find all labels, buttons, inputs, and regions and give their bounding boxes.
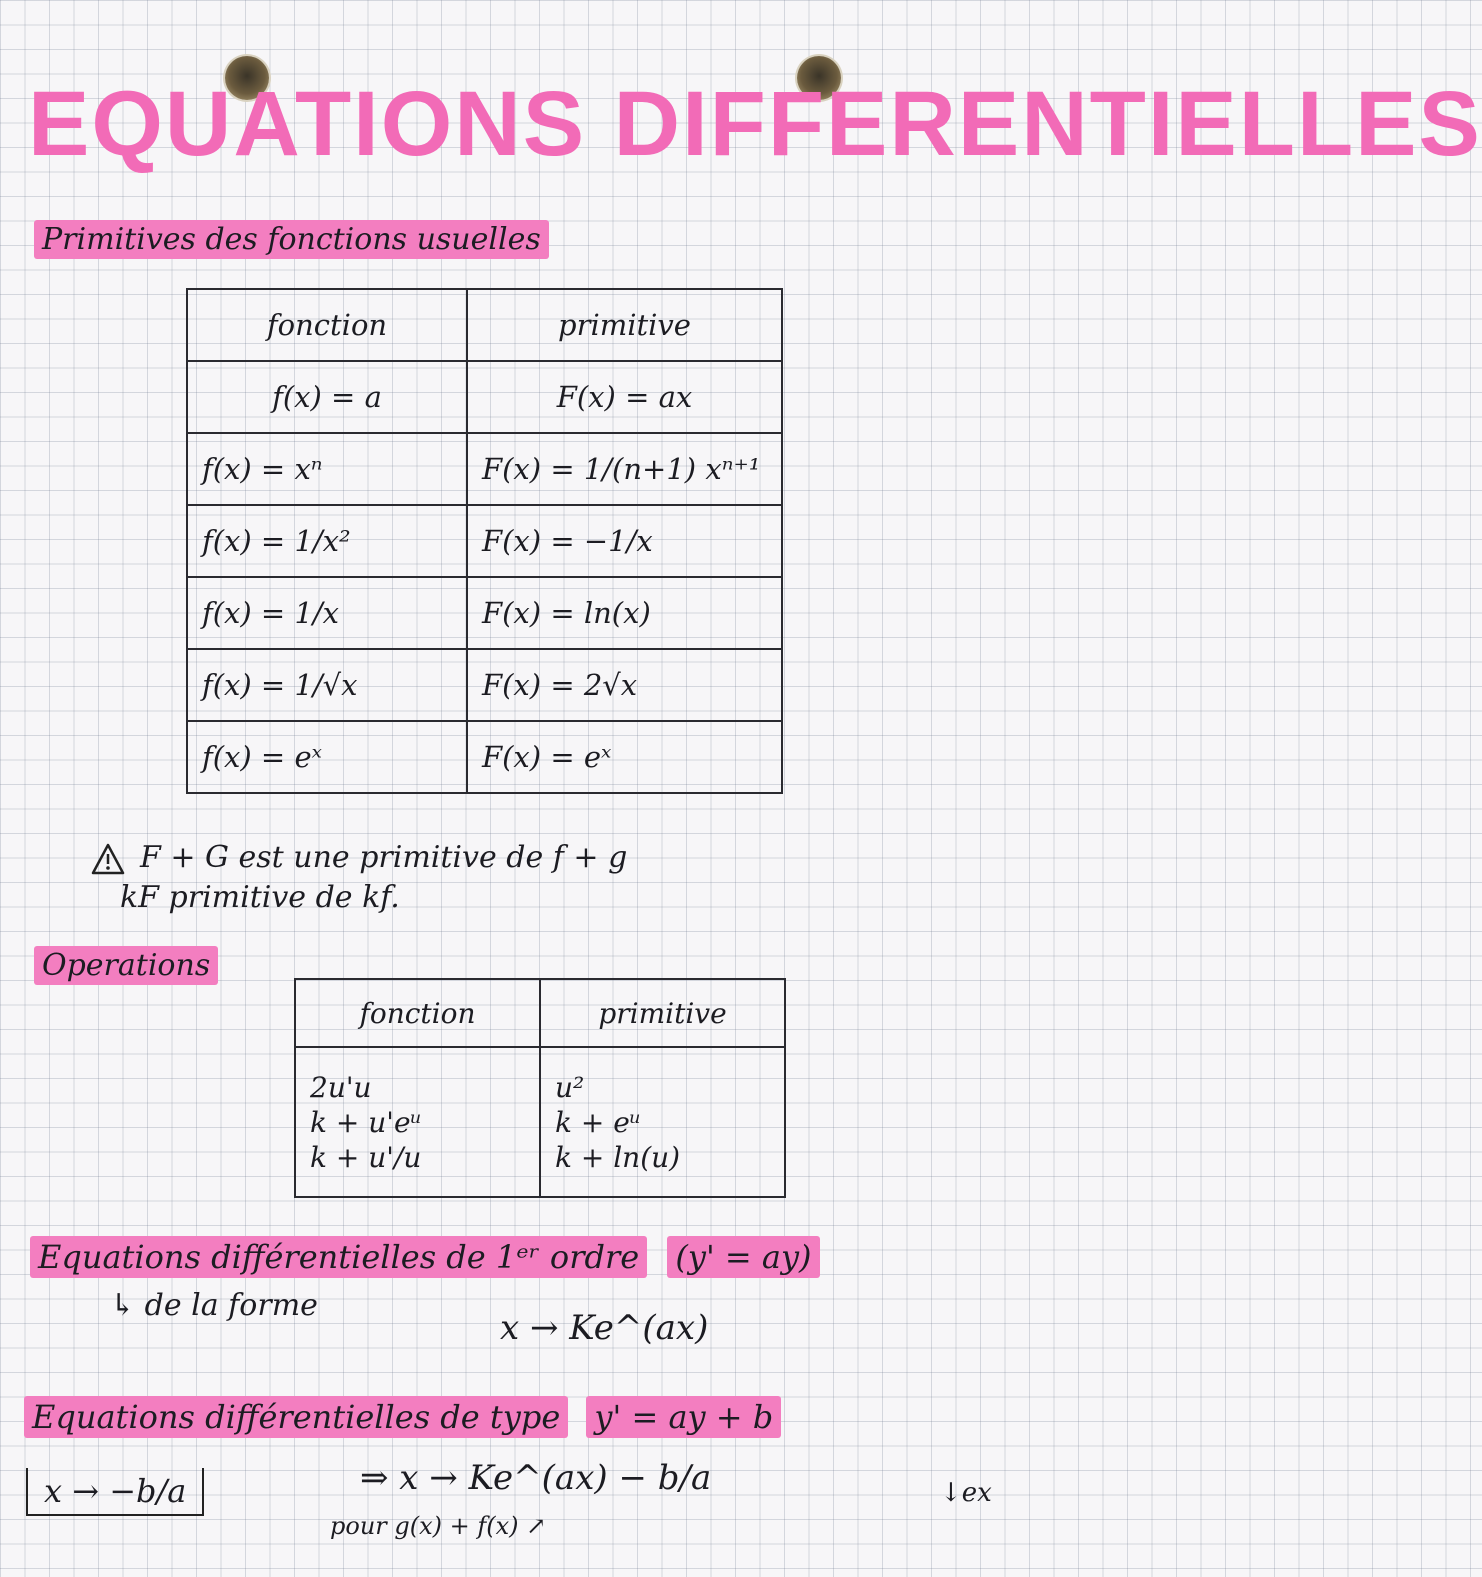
table-row [295,1047,785,1197]
table-cell: F(x) = 1/(n+1) xⁿ⁺¹ [467,433,782,505]
table-cell: F(x) = 2√x [467,649,782,721]
eq2-boxed-result: x → −b/a [26,1468,204,1516]
warning-triangle-icon [90,842,126,880]
primitives-table [186,288,783,794]
column-header-fonction: fonction [187,289,467,361]
table-header-row [295,979,785,1047]
operations-table [294,978,786,1198]
table-cell: f(x) = xⁿ [187,433,467,505]
note-line-1: F + G est une primitive de f + g [140,840,628,875]
operation-fonction-line: k + u'/u [310,1140,422,1174]
eq2-form: y' = ay + b [586,1396,781,1438]
table-cell: F(x) = eˣ [467,721,782,793]
section-eq1-label: Equations différentielles de 1ᵉʳ ordre [30,1236,647,1278]
section-primitives [34,222,549,257]
operation-primitive-line: k + ln(u) [555,1140,681,1174]
eq1-form: (y' = ay) [667,1236,819,1278]
eq1-solution: x → Ke^(ax) [500,1308,709,1348]
table-cell [540,1047,785,1197]
operation-primitive-line: k + eᵘ [555,1105,641,1139]
table-cell: F(x) = ln(x) [467,577,782,649]
table-row [187,577,782,649]
table-cell: f(x) = 1/x² [187,505,467,577]
section-eq2-label: Equations différentielles de type [24,1396,568,1438]
operation-fonction-line: k + u'eᵘ [310,1105,422,1139]
table-cell: F(x) = ax [467,361,782,433]
column-header-primitive: primitive [540,979,785,1047]
operation-primitive-line: u² [555,1070,585,1104]
section-eq1 [30,1238,820,1276]
eq1-subline: ↳ de la forme [110,1288,318,1323]
section-operations-label: Operations [34,946,218,985]
table-row [187,505,782,577]
table-cell: f(x) = 1/√x [187,649,467,721]
section-eq2 [24,1398,781,1436]
table-cell: f(x) = 1/x [187,577,467,649]
table-row [187,433,782,505]
table-row [187,721,782,793]
table-cell: f(x) = eˣ [187,721,467,793]
column-header-fonction: fonction [295,979,540,1047]
table-cell: f(x) = a [187,361,467,433]
section-primitives-label: Primitives des fonctions usuelles [34,220,549,259]
eq2-corner-note: ↓ex [940,1478,992,1508]
note-line-2: kF primitive de kf. [120,880,400,915]
table-header-row [187,289,782,361]
table-cell [295,1047,540,1197]
section-operations [34,948,218,983]
eq2-note: pour g(x) + f(x) ↗ [330,1512,547,1540]
table-cell: F(x) = −1/x [467,505,782,577]
table-row [187,361,782,433]
page-title: EQUATIONS DIFFERENTIELLES [28,73,1482,175]
eq2-solution: ⇒ x → Ke^(ax) − b/a [360,1458,712,1498]
operation-fonction-line: 2u'u [310,1070,372,1104]
column-header-primitive: primitive [467,289,782,361]
table-row [187,649,782,721]
